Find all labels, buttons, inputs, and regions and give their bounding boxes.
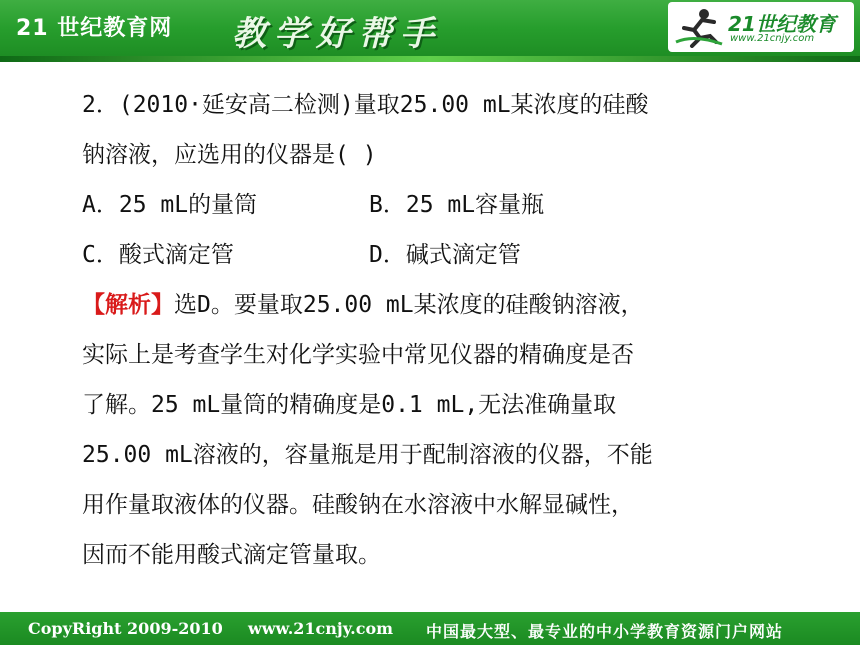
option-c: C．酸式滴定管 [82, 242, 234, 268]
footer-url[interactable]: www.21cnjy.com [248, 619, 394, 638]
analysis-line-2: 实际上是考查学生对化学实验中常见仪器的精确度是否 [82, 342, 634, 368]
analysis-line-4: 25.00 mL溶液的，容量瓶是用于配制溶液的仪器，不能 [82, 442, 653, 468]
question-line-2: 钠溶液，应选用的仪器是( ) [82, 142, 377, 168]
analysis-text-1: 选D。要量取25.00 mL某浓度的硅酸钠溶液， [174, 292, 644, 318]
question-line-1: 2．(2010·延安高二检测)量取25.00 mL某浓度的硅酸 [82, 92, 649, 118]
copyright: CopyRight 2009-2010 [28, 619, 223, 638]
analysis-line-6: 因而不能用酸式滴定管量取。 [82, 542, 381, 568]
slide-content [82, 80, 782, 580]
site-brand: 21 世纪教育网 [16, 16, 173, 41]
logo[interactable] [668, 2, 854, 52]
slogan: 教学好帮手 [232, 14, 442, 54]
runner-logo-icon [674, 8, 726, 48]
options-row-2 [82, 230, 782, 280]
option-b: B．25 mL容量瓶 [369, 192, 545, 218]
analysis-line-3: 了解。25 mL量筒的精确度是0.1 mL,无法准确量取 [82, 392, 617, 418]
header-stripe [0, 56, 860, 62]
footer-tagline: 中国最大型、最专业的中小学教育资源门户网站 [426, 622, 784, 641]
logo-url: www.21cnjy.com [730, 33, 815, 44]
footer-banner [0, 612, 860, 645]
options-row-1 [82, 180, 782, 230]
analysis-line-5: 用作量取液体的仪器。硅酸钠在水溶液中水解显碱性， [82, 492, 634, 518]
option-a: A．25 mL的量筒 [82, 192, 258, 218]
analysis-tag: 【解析】 [82, 292, 174, 318]
analysis-line-1 [82, 280, 782, 330]
option-d: D．碱式滴定管 [369, 242, 521, 268]
logo-text: 21世纪教育 [728, 12, 836, 36]
header-banner [0, 0, 860, 62]
